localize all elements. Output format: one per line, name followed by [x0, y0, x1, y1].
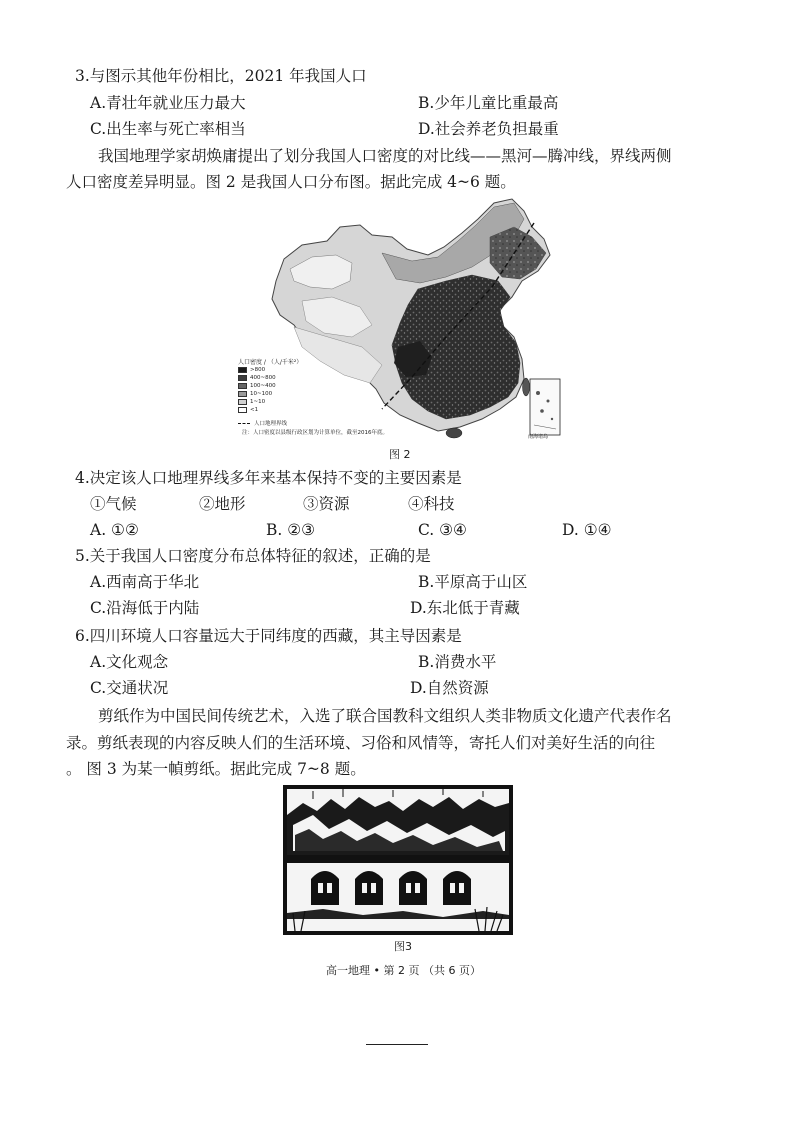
- q4-stem: 4.决定该人口地理界线多年来基本保持不变的主要因素是: [75, 469, 462, 487]
- legend-label: 1~10: [250, 399, 266, 405]
- q6-option-c: C.交通状况: [90, 679, 169, 697]
- q3-option-a: A.青壮年就业压力最大: [90, 94, 246, 112]
- legend-item: [238, 367, 265, 373]
- q3-option-c: C.出生率与死亡率相当: [90, 120, 246, 138]
- legend-label: 400~800: [250, 375, 276, 381]
- legend-note: 注：人口密度以县级行政区划为计算单位，截至2016年底。: [242, 430, 388, 436]
- q5-option-a: A.西南高于华北: [90, 573, 200, 591]
- legend-title: 人口密度 / （人/千米²）: [238, 359, 303, 366]
- q4-factor-3: ③资源: [303, 495, 350, 513]
- legend-swatch: [238, 375, 247, 381]
- legend-line-swatch: [238, 423, 250, 424]
- legend-swatch: [238, 383, 247, 389]
- q6-option-b: B.消费水平: [418, 653, 497, 671]
- q4-option-d: D. ①④: [562, 521, 612, 539]
- q5-stem: 5.关于我国人口密度分布总体特征的叙述，正确的是: [75, 547, 431, 565]
- q4-option-c: C. ③④: [418, 521, 467, 539]
- legend-item: [238, 407, 258, 413]
- q6-option-d: D.自然资源: [410, 679, 489, 697]
- intro2-line3: 。 图 3 为某一幀剪纸。据此完成 7~8 题。: [66, 760, 366, 778]
- intro2-line2: 录。剪纸表现的内容反映人们的生活环境、习俗和风情等，寄托人们对美好生活的向往: [66, 734, 656, 752]
- legend-label: >800: [250, 367, 266, 373]
- q4-factor-1: ①气候: [90, 495, 137, 513]
- fig3-caption: 图3: [394, 940, 412, 953]
- china-map-graphic: [232, 197, 562, 441]
- q6-option-a: A.文化观念: [90, 653, 169, 671]
- q6-stem: 6.四川环境人口容量远大于同纬度的西藏，其主导因素是: [75, 627, 462, 645]
- legend-label: 10~100: [250, 391, 273, 397]
- q3-stem: 3.与图示其他年份相比，2021 年我国人口: [75, 67, 367, 85]
- q4-factor-4: ④科技: [408, 495, 455, 513]
- q5-option-d: D.东北低于青藏: [410, 599, 520, 617]
- q4-option-a: A. ①②: [90, 521, 139, 539]
- intro1-line2: 人口密度差异明显。图 2 是我国人口分布图。据此完成 4~6 题。: [66, 173, 516, 191]
- page-footer: 高一地理 • 第 2 页 （共 6 页）: [326, 964, 481, 977]
- legend-line-row: [238, 419, 287, 427]
- legend-swatch: [238, 399, 247, 405]
- legend-item: [238, 399, 265, 405]
- q3-option-d: D.社会养老负担最重: [418, 120, 559, 138]
- q4-factor-2: ②地形: [199, 495, 246, 513]
- q3-option-b: B.少年儿童比重最高: [418, 94, 559, 112]
- paper-cut-figure: [283, 785, 513, 935]
- legend-item: [238, 375, 276, 381]
- bottom-rule: [366, 1044, 428, 1045]
- legend-swatch: [238, 367, 247, 373]
- paper-cut-graphic: [283, 785, 513, 935]
- legend-swatch: [238, 391, 247, 397]
- legend-label: <1: [250, 407, 259, 413]
- legend-line-label: 人口地理界线: [254, 421, 288, 427]
- q4-option-b: B. ②③: [266, 521, 316, 539]
- inset-label: 南海诸岛: [528, 434, 549, 440]
- south-china-sea-inset: [530, 379, 560, 435]
- legend-label: 100~400: [250, 383, 276, 389]
- intro2-line1: 剪纸作为中国民间传统艺术，入选了联合国教科文组织人类非物质文化遗产代表作名: [98, 707, 672, 725]
- population-map-figure: [232, 197, 562, 441]
- intro1-line1: 我国地理学家胡焕庸提出了划分我国人口密度的对比线——黑河—腾冲线，界线两侧: [98, 147, 672, 165]
- legend-item: [238, 391, 272, 397]
- legend-item: [238, 383, 276, 389]
- q5-option-c: C.沿海低于内陆: [90, 599, 200, 617]
- q5-option-b: B.平原高于山区: [418, 573, 528, 591]
- legend-swatch: [238, 407, 247, 413]
- fig2-caption: 图 2: [389, 448, 411, 461]
